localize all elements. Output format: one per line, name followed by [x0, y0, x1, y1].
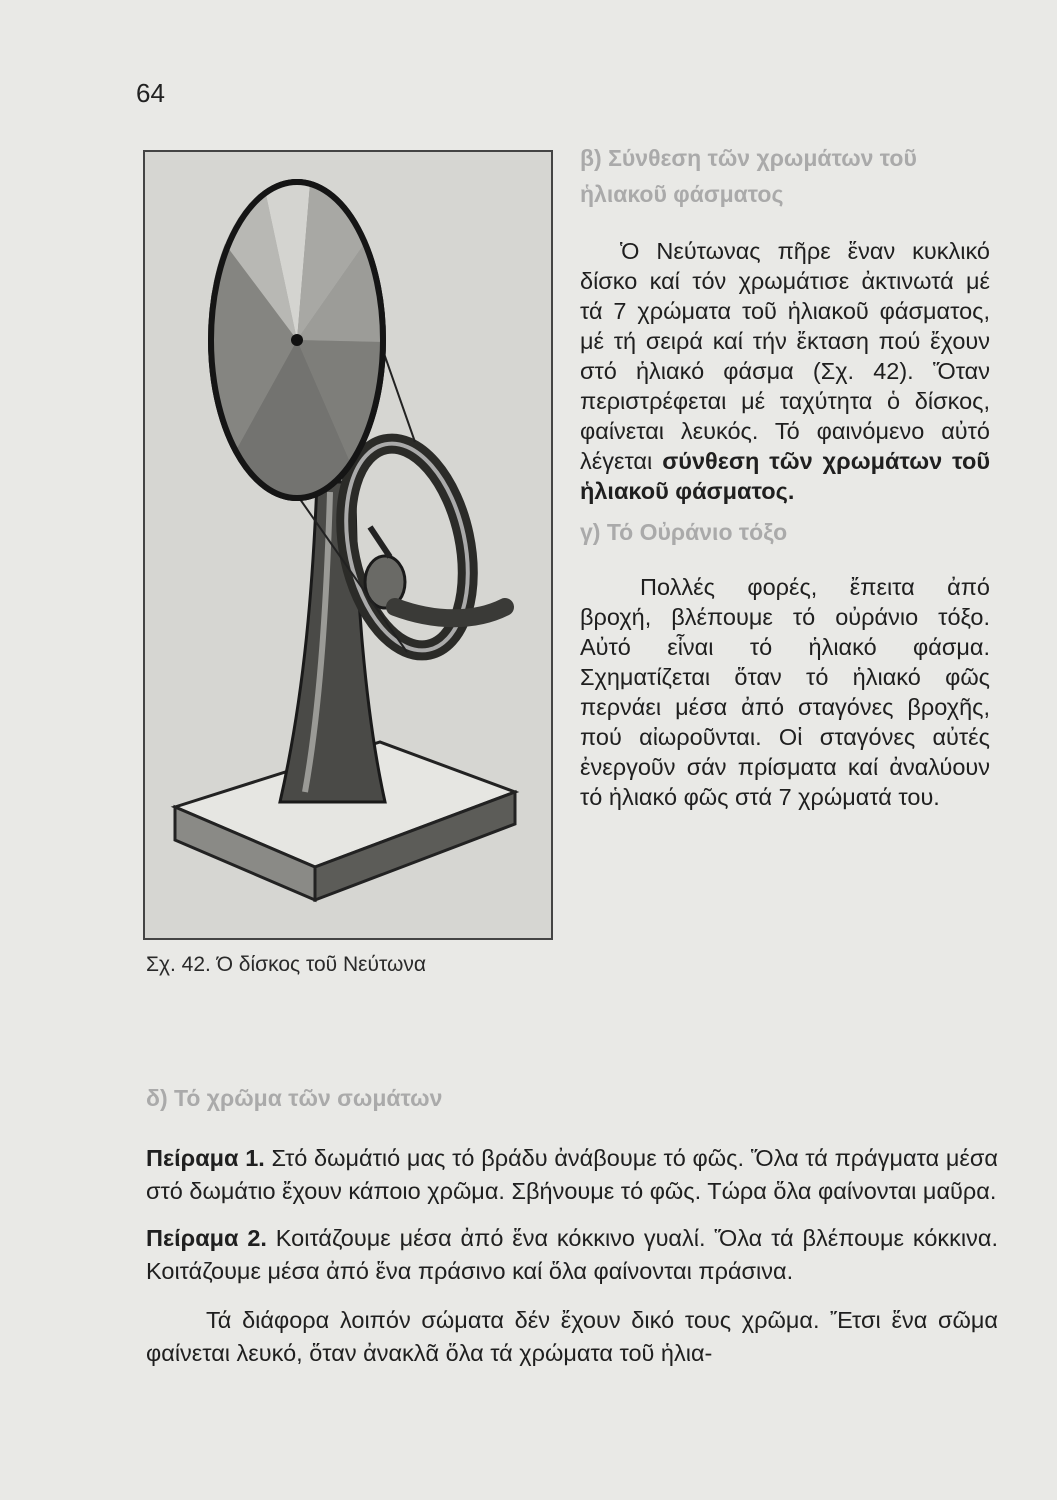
experiment-1-paragraph — [146, 1142, 998, 1208]
experiment-2-label: Πείραμα 2. — [146, 1225, 267, 1251]
section-b-text: Ὁ Νεύτωνας πῆρε ἕναν κυκλικό δίσκο καί τόν χρωμάτισε ἀκτινωτά μέ τά 7 χρώματα τοῦ ἡλιακοῦ φάσματος, μέ τή σειρά καί τήν ἔκταση πού ἔχουν στό ἡλιακό φάσμα (Σχ. 42). Ὅταν περιστρέφεται μέ ταχύτητα ὁ δίσκος, φαίνεται λευκός. Τό φαινόμενο αὐτό λέγεται — [580, 238, 990, 474]
section-g-paragraph: Πολλές φορές, ἔπειτα ἀπό βροχή, βλέπουμε τό οὐράνιο τόξο. Αὐτό εἶναι τό ἡλιακό φάσμα. Σχηματίζεται ὅταν τό ἡλιακό φῶς περνάει μέσα ἀπό σταγόνες βροχῆς, πού αἰωροῦνται. Οἱ σταγόνες αὐτές ἐνεργοῦν σάν πρίσματα καί ἀναλύουν τό ἡλιακό φῶς στά 7 χρώματά του. — [580, 574, 990, 810]
section-b-bold-term: σύνθεση τῶν χρωμάτων τοῦ ἡλιακοῦ φάσματος. — [580, 448, 990, 504]
section-d-heading: δ) Τό χρῶμα τῶν σωμάτων — [146, 1085, 443, 1111]
disc-axle — [291, 334, 303, 346]
newton-disc-figure — [143, 150, 553, 940]
section-g-heading: γ) Τό Οὐράνιο τόξο — [580, 519, 788, 545]
section-b-paragraph — [580, 236, 990, 506]
figure-caption: Σχ. 42. Ό δίσκος τοῦ Νεύτωνα — [146, 953, 427, 976]
page-number: 64 — [136, 78, 165, 108]
experiment-2-paragraph — [146, 1222, 998, 1288]
newton-disc-illustration — [145, 152, 551, 938]
section-b-heading: β) Σύνθεση τῶν χρωμάτων τοῦ ἡλιακοῦ φάσματος — [580, 145, 917, 207]
wheel-spoke — [370, 527, 390, 557]
right-column — [580, 140, 990, 812]
bottom-section — [146, 1080, 998, 1370]
experiment-1-text: Στό δωμάτιό μας τό βράδυ ἀνάβουμε τό φῶς. Ὅλα τά πράγματα μέσα στό δωμάτιο ἔχουν κάποιο χρῶμα. Σβήνουμε τό φῶς. Τώρα ὅλα φαίνονται μαῦρα. — [146, 1145, 999, 1204]
experiment-1-label: Πείραμα 1. — [146, 1145, 265, 1171]
crank-handle — [395, 607, 505, 618]
experiment-2-text: Κοιτάζουμε μέσα ἀπό ἕνα κόκκινο γυαλί. Ὅλα τά βλέπουμε κόκκινα. Κοιτάζουμε μέσα ἀπό ἕνα πράσινο καί ὅλα φαίνονται πράσινα. — [146, 1225, 998, 1284]
closing-paragraph: Τά διάφορα λοιπόν σώματα δέν ἔχουν δικό τους χρῶμα. Ἔτσι ἕνα σῶμα φαίνεται λευκό, ὅταν ἀνακλᾶ ὅλα τά χρώματα τοῦ ἡλια- — [146, 1307, 998, 1366]
